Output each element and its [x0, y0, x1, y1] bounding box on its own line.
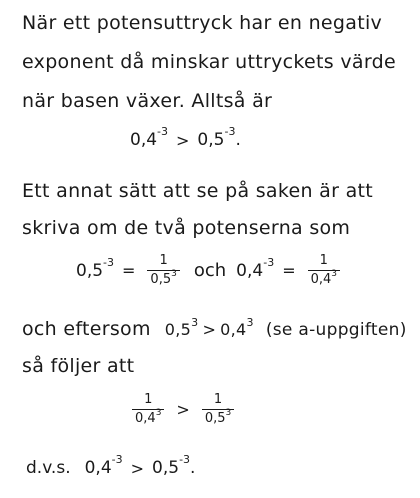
reference-note: (se a-uppgiften) — [265, 320, 407, 340]
text-line: skriva om de två potenserna som — [22, 217, 351, 239]
greater-than-sign: > — [130, 458, 145, 478]
conclusion-line — [26, 453, 196, 478]
text-line-with-math: och eftersom $0,5^3$ > $0,4^3$ (se a-uppgiften) — [22, 315, 407, 340]
text-line: när basen växer. Alltså är — [22, 90, 273, 112]
equals-sign: = — [122, 261, 136, 281]
greater-than-sign: > — [176, 130, 190, 150]
fraction: $\frac{1}{0,4^3}$ — [308, 254, 340, 288]
abbreviation: d.v.s. — [26, 458, 71, 478]
fraction: $\frac{1}{0,4^3}$ — [132, 393, 164, 427]
text-line: så följer att — [22, 355, 135, 377]
power-expression: $0,5^{-3}$. — [152, 453, 196, 478]
power-expression: $0,4^3$ — [220, 315, 254, 339]
fraction: $\frac{1}{0,5^3}$ — [202, 393, 234, 427]
greater-than-sign: > — [176, 400, 190, 420]
power-expression: $0,4^{-3}$ — [236, 256, 275, 281]
inequality-equation — [130, 125, 241, 150]
text-line: När ett potensuttryck har en negativ — [22, 12, 383, 34]
text-line: exponent då minskar uttryckets värde — [22, 51, 396, 73]
greater-than-sign: > — [202, 320, 217, 339]
power-expression: $0,4^{-3}$ — [130, 125, 169, 150]
power-expression: $0,5^{-3}$ — [76, 256, 115, 281]
fraction-inequality — [128, 393, 238, 427]
rewrite-equations — [76, 254, 344, 288]
fraction: $\frac{1}{0,5^3}$ — [147, 254, 179, 288]
equals-sign: = — [282, 261, 296, 281]
power-expression: $0,5^3$ — [164, 315, 199, 339]
power-expression: $0,4^{-3}$ — [84, 453, 123, 478]
connective-word: och — [193, 260, 227, 282]
power-expression: $0,5^{-3}$. — [197, 125, 241, 150]
text-line: Ett annat sätt att se på saken är att — [22, 180, 374, 202]
